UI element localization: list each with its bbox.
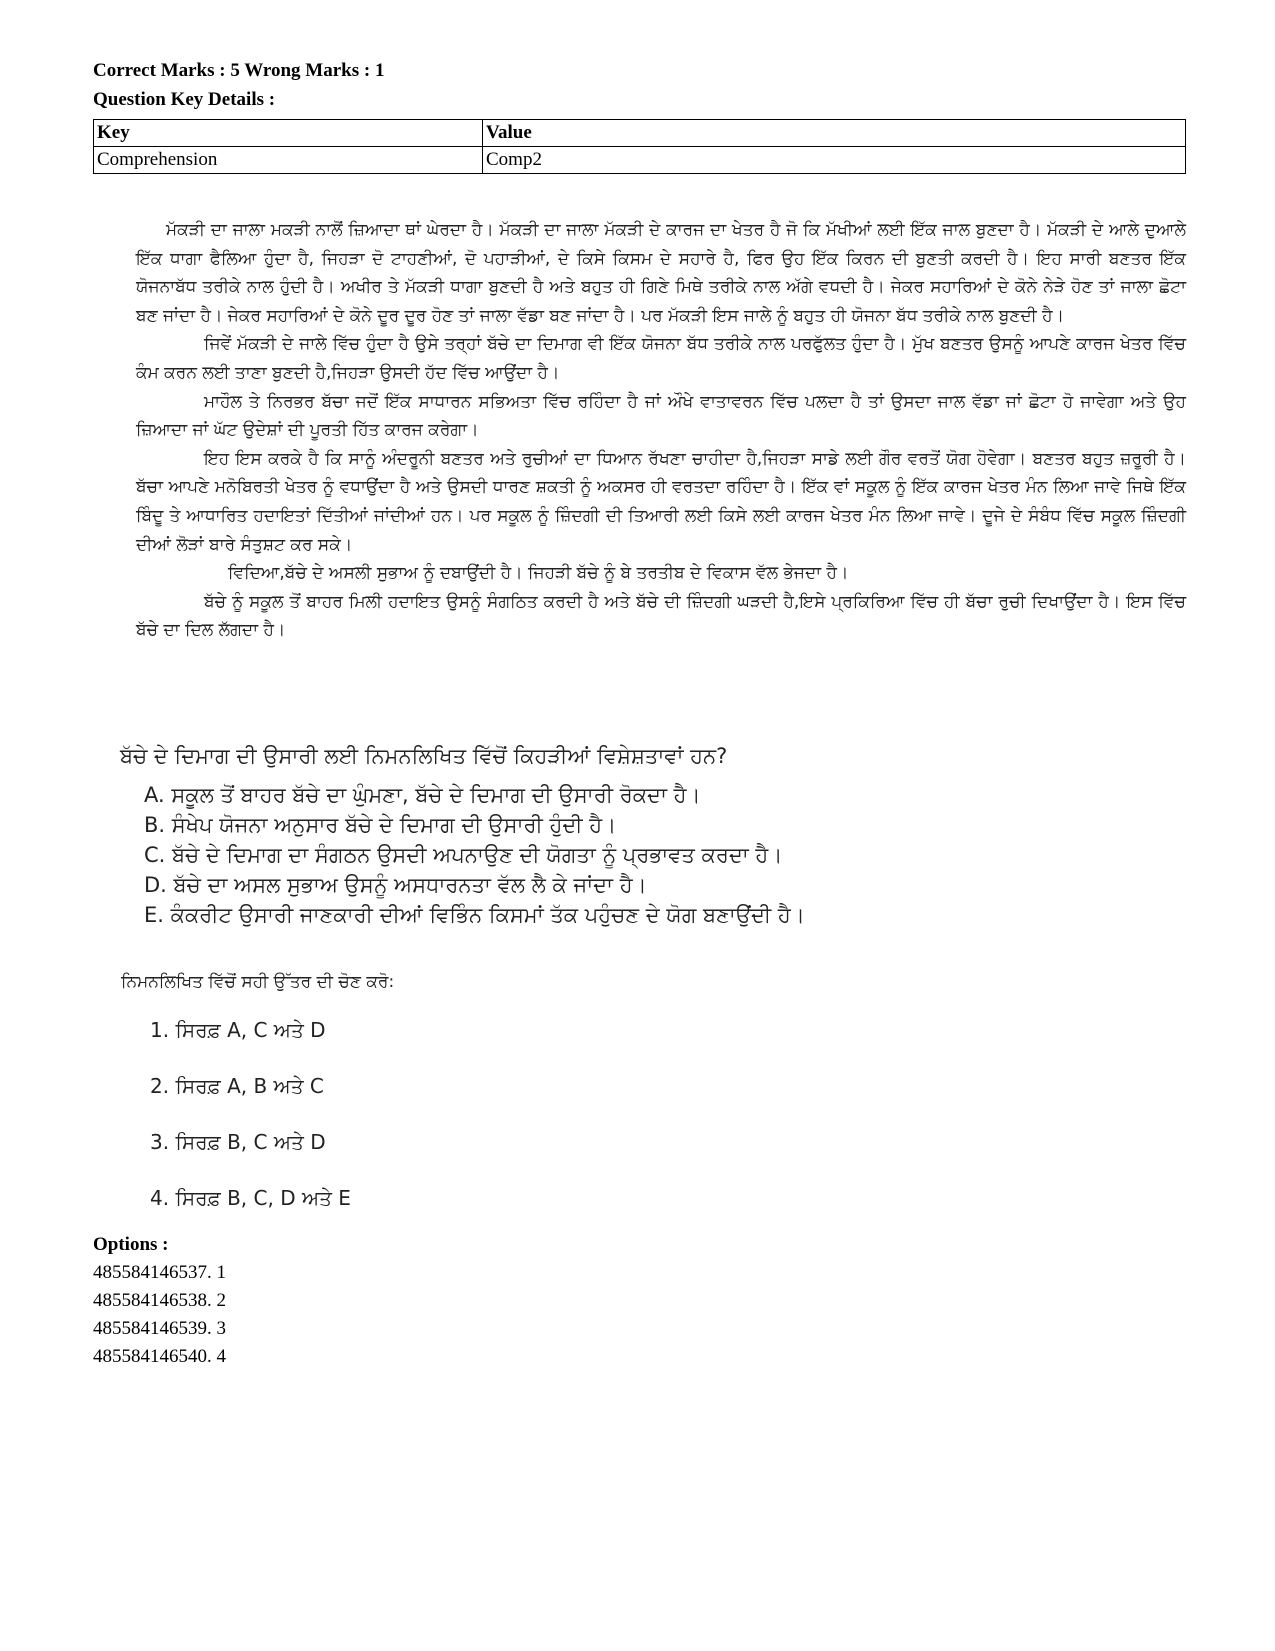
table-header-row [94, 120, 1186, 147]
marks-line: Correct Marks : 5 Wrong Marks : 1 [93, 60, 385, 81]
question-text: ਬੱਚੇ ਦੇ ਦਿਮਾਗ ਦੀ ਉਸਾਰੀ ਲਈ ਨਿਮਨਲਿਖਿਤ ਵਿੱਚੋਂ ਕਿਹੜੀਆਂ ਵਿਸ਼ੇਸ਼ਤਾਵਾਂ ਹਨ? [120, 744, 728, 768]
option-item: 485584146538. 2 [93, 1290, 226, 1311]
instruction-text: ਨਿਮਨਲਿਖਿਤ ਵਿੱਚੋਂ ਸਹੀ ਉੱਤਰ ਦੀ ਚੋਣ ਕਰੋ: [121, 972, 395, 992]
option-item: 485584146537. 1 [93, 1262, 226, 1283]
key-details-table [93, 119, 1186, 174]
statement-b: B. ਸੰਖੇਪ ਯੋਜਨਾ ਅਨੁਸਾਰ ਬੱਚੇ ਦੇ ਦਿਮਾਗ ਦੀ ਉਸਾਰੀ ਹੁੰਦੀ ਹੈ। [144, 813, 617, 837]
option-item: 485584146540. 4 [93, 1346, 226, 1367]
statement-e: E. ਕੰਕਰੀਟ ਉਸਾਰੀ ਜਾਣਕਾਰੀ ਦੀਆਂ ਵਿਭਿੰਨ ਕਿਸਮਾਂ ਤੱਕ ਪਹੁੰਚਣ ਦੇ ਯੋਗ ਬਣਾਉਂਦੀ ਹੈ। [144, 903, 805, 927]
passage-paragraph: ਮਾਹੌਲ ਤੇ ਨਿਰਭਰ ਬੱਚਾ ਜਦੋਂ ਇੱਕ ਸਾਧਾਰਨ ਸਭਿਅਤਾ ਵਿੱਚ ਰਹਿੰਦਾ ਹੈ ਜਾਂ ਔਖੇ ਵਾਤਾਵਰਨ ਵਿੱਚ ਪਲਦਾ ਹੈ ਤਾਂ ਉਸਦਾ ਜਾਲ ਵੱਡਾ ਜਾਂ ਛੋਟਾ ਹੋ ਜਾਵੇਗਾ ਅਤੇ ਉਹ ਜ਼ਿਆਦਾ ਜਾਂ ਘੱਟ ਉਦੇਸ਼ਾਂ ਦੀ ਪੂਰਤੀ ਹਿੱਤ ਕਾਰਜ ਕਰੇਗਾ। [136, 391, 1186, 441]
table-header-key: Key [94, 120, 483, 147]
choice-3: 3. ਸਿਰਫ਼ B, C ਅਤੇ D [150, 1130, 326, 1154]
statement-c: C. ਬੱਚੇ ਦੇ ਦਿਮਾਗ ਦਾ ਸੰਗਠਨ ਉਸਦੀ ਅਪਨਾਉਣ ਦੀ ਯੋਗਤਾ ਨੂੰ ਪ੍ਰਭਾਵਤ ਕਰਦਾ ਹੈ। [144, 843, 783, 867]
passage-paragraph: ਜਿਵੇਂ ਮੱਕੜੀ ਦੇ ਜਾਲੇ ਵਿੱਚ ਹੁੰਦਾ ਹੈ ਉਸੇ ਤਰ੍ਹਾਂ ਬੱਚੇ ਦਾ ਦਿਮਾਗ ਵੀ ਇੱਕ ਯੋਜਨਾ ਬੱਧ ਤਰੀਕੇ ਨਾਲ ਪਰਫੁੱਲਤ ਹੁੰਦਾ ਹੈ। ਮੁੱਖ ਬਣਤਰ ਉਸਨੂੰ ਆਪਣੇ ਕਾਰਜ ਖੇਤਰ ਵਿੱਚ ਕੰਮ ਕਰਨ ਲਈ ਤਾਣਾ ਬੁਣਦੀ ਹੈ,ਜਿਹੜਾ ਉਸਦੀ ਹੱਦ ਵਿੱਚ ਆਉਂਦਾ ਹੈ। [136, 334, 1186, 383]
passage-paragraph: ਵਿਦਿਆ,ਬੱਚੇ ਦੇ ਅਸਲੀ ਸੁਭਾਅ ਨੂੰ ਦਬਾਉਂਦੀ ਹੈ। ਜਿਹੜੀ ਬੱਚੇ ਨੂੰ ਬੇ ਤਰਤੀਬ ਦੇ ਵਿਕਾਸ ਵੱਲ ਭੇਜਦਾ ਹੈ। [228, 563, 849, 584]
choice-1: 1. ਸਿਰਫ਼ A, C ਅਤੇ D [150, 1018, 326, 1042]
choice-4: 4. ਸਿਰਫ਼ B, C, D ਅਤੇ E [150, 1186, 351, 1210]
table-cell-value: Comp2 [483, 147, 1186, 174]
table-row [94, 147, 1186, 174]
comprehension-passage [136, 216, 1186, 645]
statement-d: D. ਬੱਚੇ ਦਾ ਅਸਲ ਸੁਭਾਅ ਉਸਨੂੰ ਅਸਧਾਰਨਤਾ ਵੱਲ ਲੈ ਕੇ ਜਾਂਦਾ ਹੈ। [144, 873, 647, 897]
options-label: Options : [93, 1234, 169, 1255]
table-header-value: Value [483, 120, 1186, 147]
key-details-label: Question Key Details : [93, 89, 276, 110]
option-item: 485584146539. 3 [93, 1318, 226, 1339]
passage-paragraph: ਮੱਕੜੀ ਦਾ ਜਾਲਾ ਮਕੜੀ ਨਾਲੋਂ ਜ਼ਿਆਦਾ ਥਾਂ ਘੇਰਦਾ ਹੈ। ਮੱਕੜੀ ਦਾ ਜਾਲਾ ਮੱਕੜੀ ਦੇ ਕਾਰਜ ਦਾ ਖੇਤਰ ਹੈ ਜੋ ਕਿ ਮੱਖੀਆਂ ਲਈ ਇੱਕ ਜਾਲ ਬੁਣਦਾ ਹੈ। ਮੱਕੜੀ ਦੇ ਆਲੇ ਦੁਆਲੇ ਇੱਕ ਧਾਗਾ ਫੈਲਿਆ ਹੁੰਦਾ ਹੈ, ਜਿਹੜਾ ਦੋ ਟਾਹਣੀਆਂ, ਦੋ ਪਹਾੜੀਆਂ, ਦੇ ਕਿਸੇ ਕਿਸਮ ਦੇ ਸਹਾਰੇ ਹੈ, ਫਿਰ ਉਹ ਇੱਕ ਕਿਰਨ ਦੀ ਬੁਣਤੀ ਕਰਦੀ ਹੈ। ਇਹ ਸਾਰੀ ਬਣਤਰ ਇੱਕ ਯੋਜਨਾਬੱਧ ਤਰੀਕੇ ਨਾਲ ਹੁੰਦੀ ਹੈ। ਅਖੀਰ ਤੇ ਮੱਕੜੀ ਧਾਗਾ ਬੁਣਦੀ ਹੈ ਅਤੇ ਬਹੁਤ ਹੀ ਗਿਣੇ ਮਿਥੇ ਤਰੀਕੇ ਨਾਲ ਅੱਗੇ ਵਧਦੀ ਹੈ। ਜੇਕਰ ਸਹਾਰਿਆਂ ਦੇ ਕੋਨੇ ਨੇੜੇ ਹੋਣ ਤਾਂ ਜਾਲਾ ਛੋਟਾ ਬਣ ਜਾਂਦਾ ਹੈ। ਜੇਕਰ ਸਹਾਰਿਆਂ ਦੇ ਕੋਨੇ ਦੂਰ ਦੂਰ ਹੋਣ ਤਾਂ ਜਾਲਾ ਵੱਡਾ ਬਣ ਜਾਂਦਾ ਹੈ। ਪਰ ਮੱਕੜੀ ਇਸ ਜਾਲੇ ਨੂੰ ਬਹੁਤ ਹੀ ਯੋਜਨਾ ਬੱਧ ਤਰੀਕੇ ਨਾਲ ਬੁਣਦੀ ਹੈ। [136, 220, 1186, 326]
choice-2: 2. ਸਿਰਫ਼ A, B ਅਤੇ C [150, 1074, 324, 1098]
statement-a: A. ਸਕੂਲ ਤੋਂ ਬਾਹਰ ਬੱਚੇ ਦਾ ਘੁੰਮਣਾ, ਬੱਚੇ ਦੇ ਦਿਮਾਗ ਦੀ ਉਸਾਰੀ ਰੋਕਦਾ ਹੈ। [144, 783, 701, 807]
passage-paragraph: ਬੱਚੇ ਨੂੰ ਸਕੂਲ ਤੋਂ ਬਾਹਰ ਮਿਲੀ ਹਦਾਇਤ ਉਸਨੂੰ ਸੰਗਠਿਤ ਕਰਦੀ ਹੈ ਅਤੇ ਬੱਚੇ ਦੀ ਜ਼ਿੰਦਗੀ ਘੜਦੀ ਹੈ,ਇਸੇ ਪ੍ਰਕਿਰਿਆ ਵਿੱਚ ਹੀ ਬੱਚਾ ਰੁਚੀ ਦਿਖਾਉਂਦਾ ਹੈ। ਇਸ ਵਿੱਚ ਬੱਚੇ ਦਾ ਦਿਲ ਲੱਗਦਾ ਹੈ। [136, 591, 1186, 641]
passage-paragraph: ਇਹ ਇਸ ਕਰਕੇ ਹੈ ਕਿ ਸਾਨੂੰ ਅੰਦਰੂਨੀ ਬਣਤਰ ਅਤੇ ਰੁਚੀਆਂ ਦਾ ਧਿਆਨ ਰੱਖਣਾ ਚਾਹੀਦਾ ਹੈ,ਜਿਹੜਾ ਸਾਡੇ ਲਈ ਗੌਰ ਵਰਤੋਂ ਯੋਗ ਹੋਵੇਗਾ। ਬਣਤਰ ਬਹੁਤ ਜ਼ਰੂਰੀ ਹੈ। ਬੱਚਾ ਆਪਣੇ ਮਨੋਬਿਰਤੀ ਖੇਤਰ ਨੂੰ ਵਧਾਉਂਦਾ ਹੈ ਅਤੇ ਉਸਦੀ ਧਾਰਣ ਸ਼ਕਤੀ ਨੂੰ ਅਕਸਰ ਹੀ ਵਰਤਦਾ ਰਹਿੰਦਾ ਹੈ। ਇੱਕ ਵਾਂ ਸਕੂਲ ਨੂੰ ਇੱਕ ਕਾਰਜ ਖੇਤਰ ਮੰਨ ਲਿਆ ਜਾਵੇ ਜਿਥੇ ਇੱਕ ਬਿੰਦੂ ਤੇ ਆਧਾਰਿਤ ਹਦਾਇਤਾਂ ਦਿੱਤੀਆਂ ਜਾਂਦੀਆਂ ਹਨ। ਪਰ ਸਕੂਲ ਨੂੰ ਜ਼ਿੰਦਗੀ ਦੀ ਤਿਆਰੀ ਲਈ ਕਿਸੇ ਲਈ ਕਾਰਜ ਖੇਤਰ ਮੰਨ ਲਿਆ ਜਾਵੇ। ਦੂਜੇ ਦੇ ਸੰਬੰਧ ਵਿੱਚ ਸਕੂਲ ਜ਼ਿੰਦਗੀ ਦੀਆਂ ਲੋੜਾਂ ਬਾਰੇ ਸੰਤੁਸ਼ਟ ਕਰ ਸਕੇ। [136, 448, 1186, 555]
table-cell-key: Comprehension [94, 147, 483, 174]
